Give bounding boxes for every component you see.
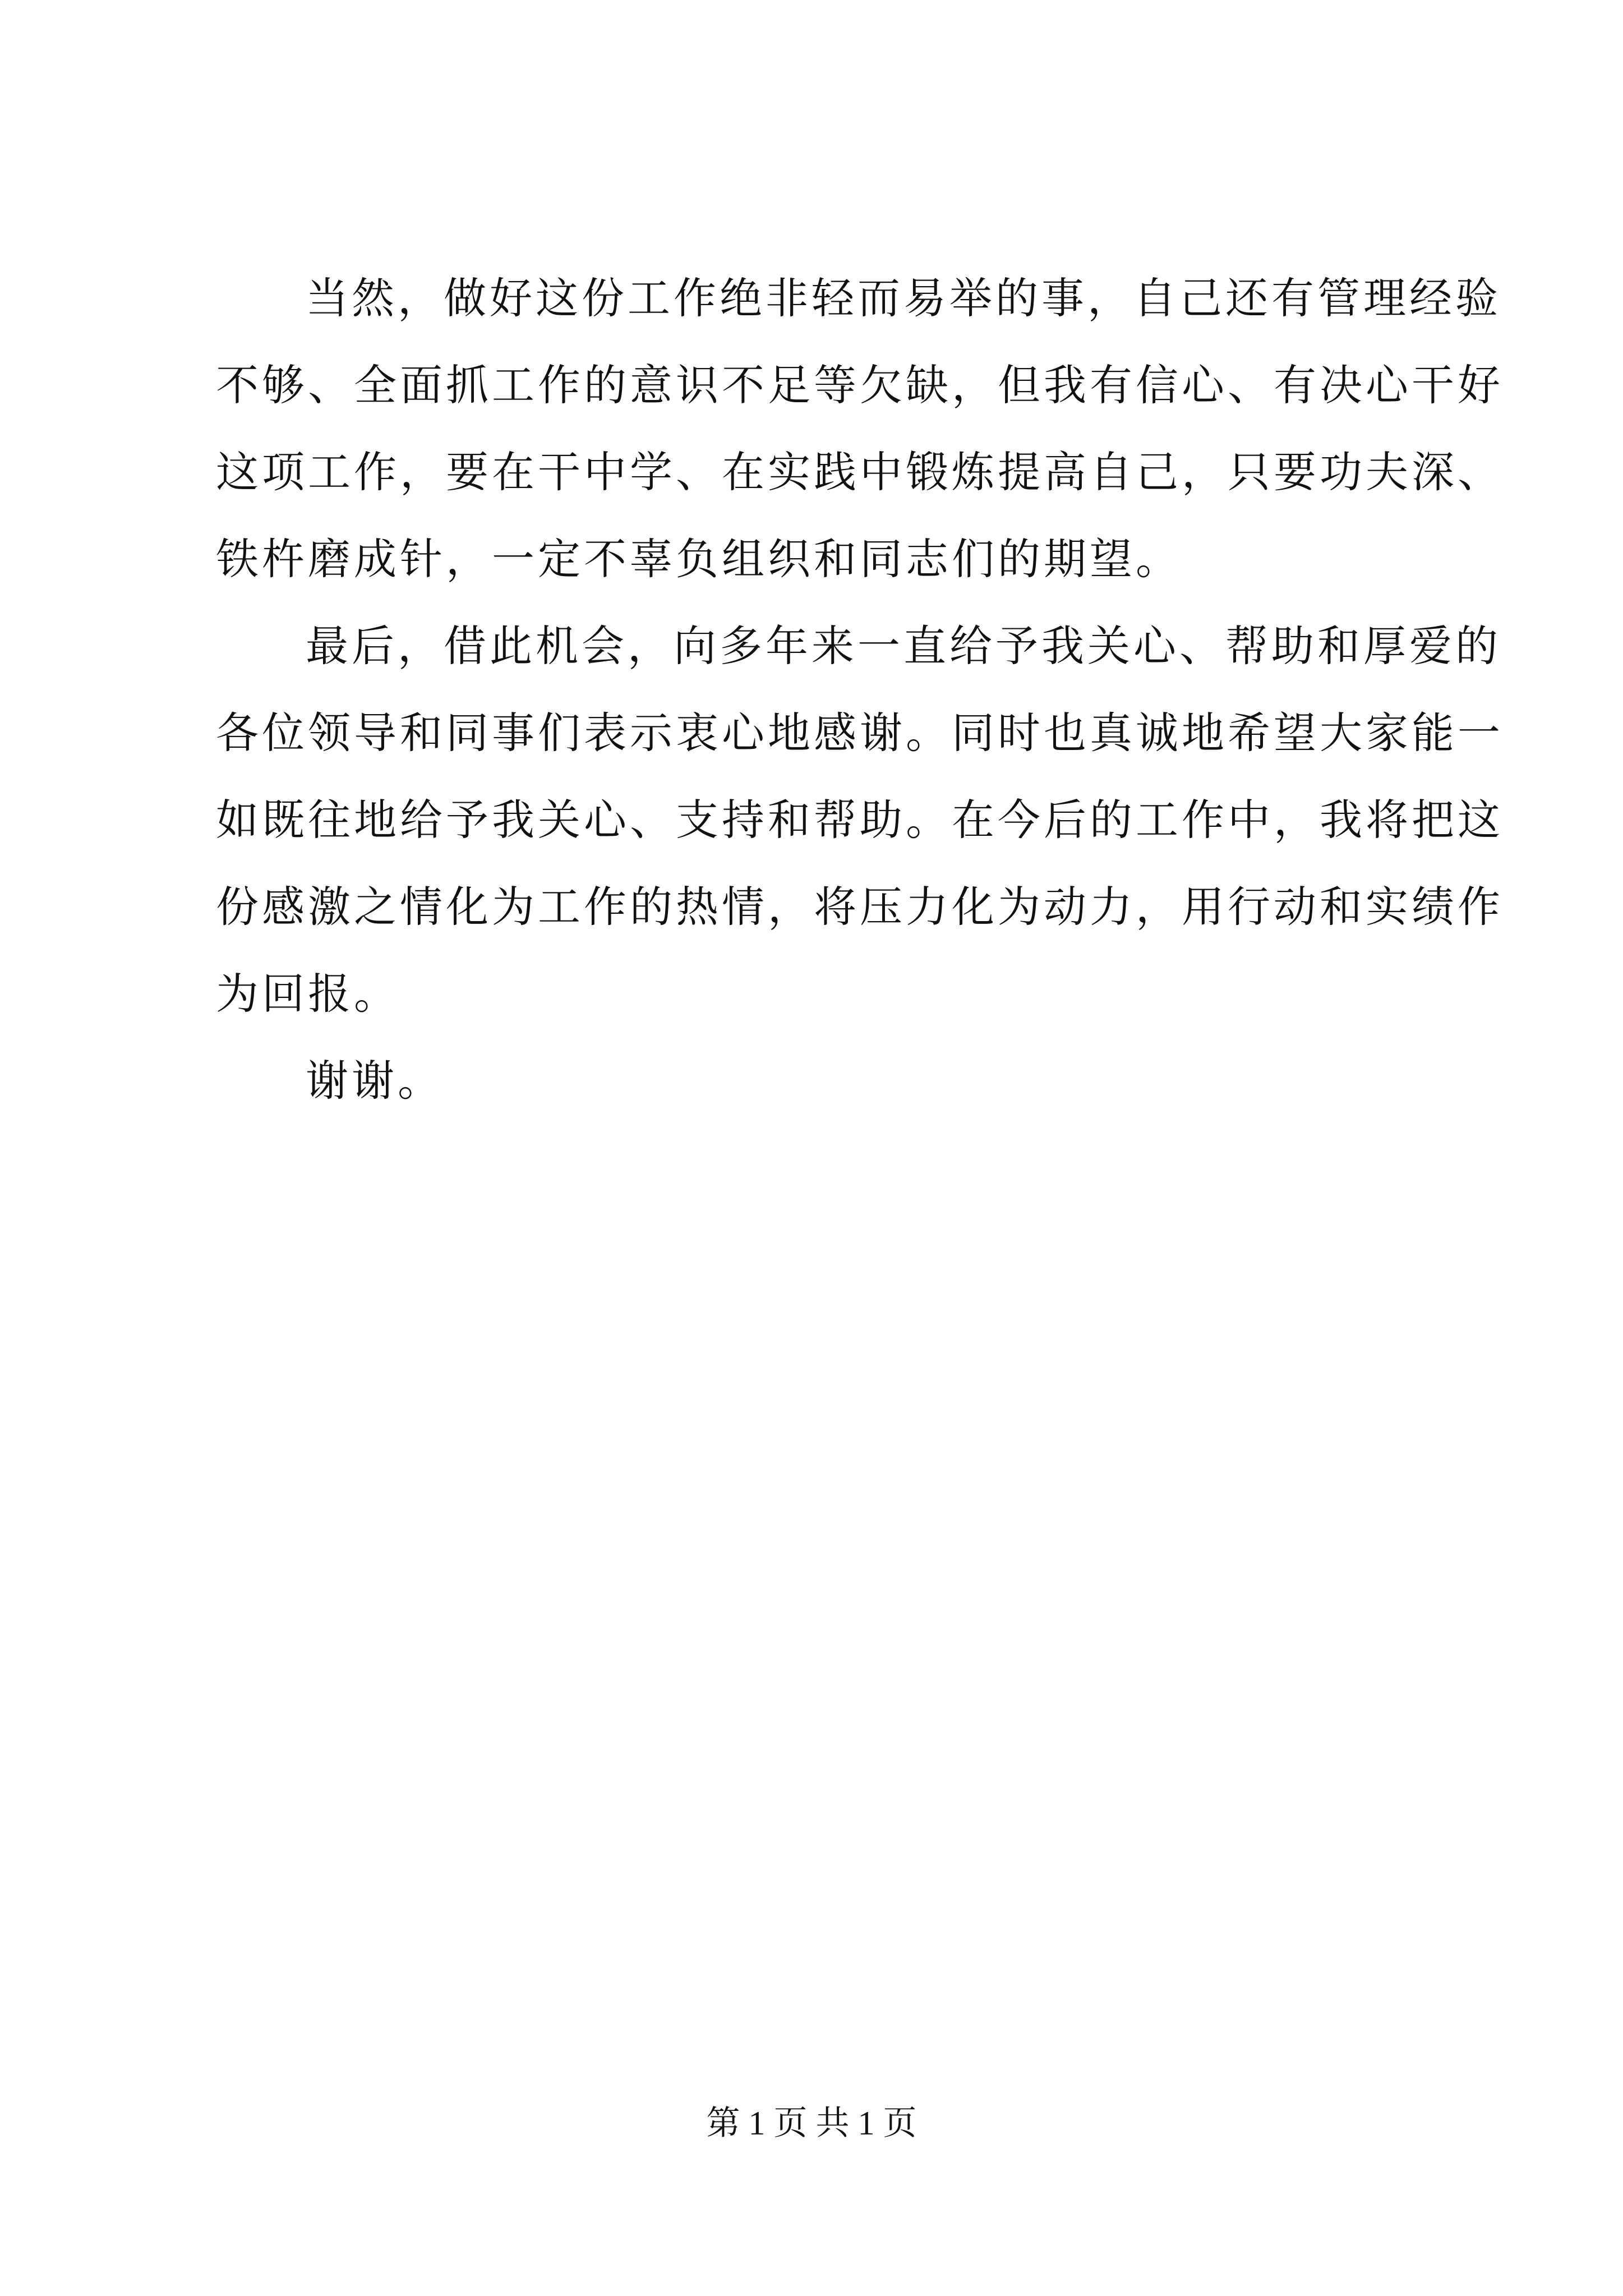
page-number-footer: 第 1 页 共 1 页 — [706, 2105, 917, 2142]
paragraph-2-line-1: 最后，借此机会，向多年来一直给予我关心、帮助和厚爱的 — [306, 621, 1501, 671]
paragraph-2-line-3: 如既往地给予我关心、支持和帮助。在今后的工作中，我将把这 — [216, 795, 1504, 845]
paragraph-2-line-5: 为回报。 — [216, 969, 400, 1019]
paragraph-1-line-1: 当然，做好这份工作绝非轻而易举的事，自己还有管理经验 — [306, 273, 1501, 323]
paragraph-3-line-1: 谢谢。 — [306, 1056, 444, 1106]
paragraph-2-line-4: 份感激之情化为工作的热情，将压力化为动力，用行动和实绩作 — [216, 882, 1504, 932]
paragraph-2-line-2: 各位领导和同事们表示衷心地感谢。同时也真诚地希望大家能一 — [216, 708, 1504, 758]
paragraph-1-line-2: 不够、全面抓工作的意识不足等欠缺，但我有信心、有决心干好 — [216, 360, 1504, 410]
paragraph-1-line-4: 铁杵磨成针，一定不辜负组织和同志们的期望。 — [216, 534, 1182, 584]
paragraph-1-line-3: 这项工作，要在干中学、在实践中锻炼提高自己，只要功夫深、 — [216, 447, 1504, 497]
document-body — [216, 255, 1504, 1124]
